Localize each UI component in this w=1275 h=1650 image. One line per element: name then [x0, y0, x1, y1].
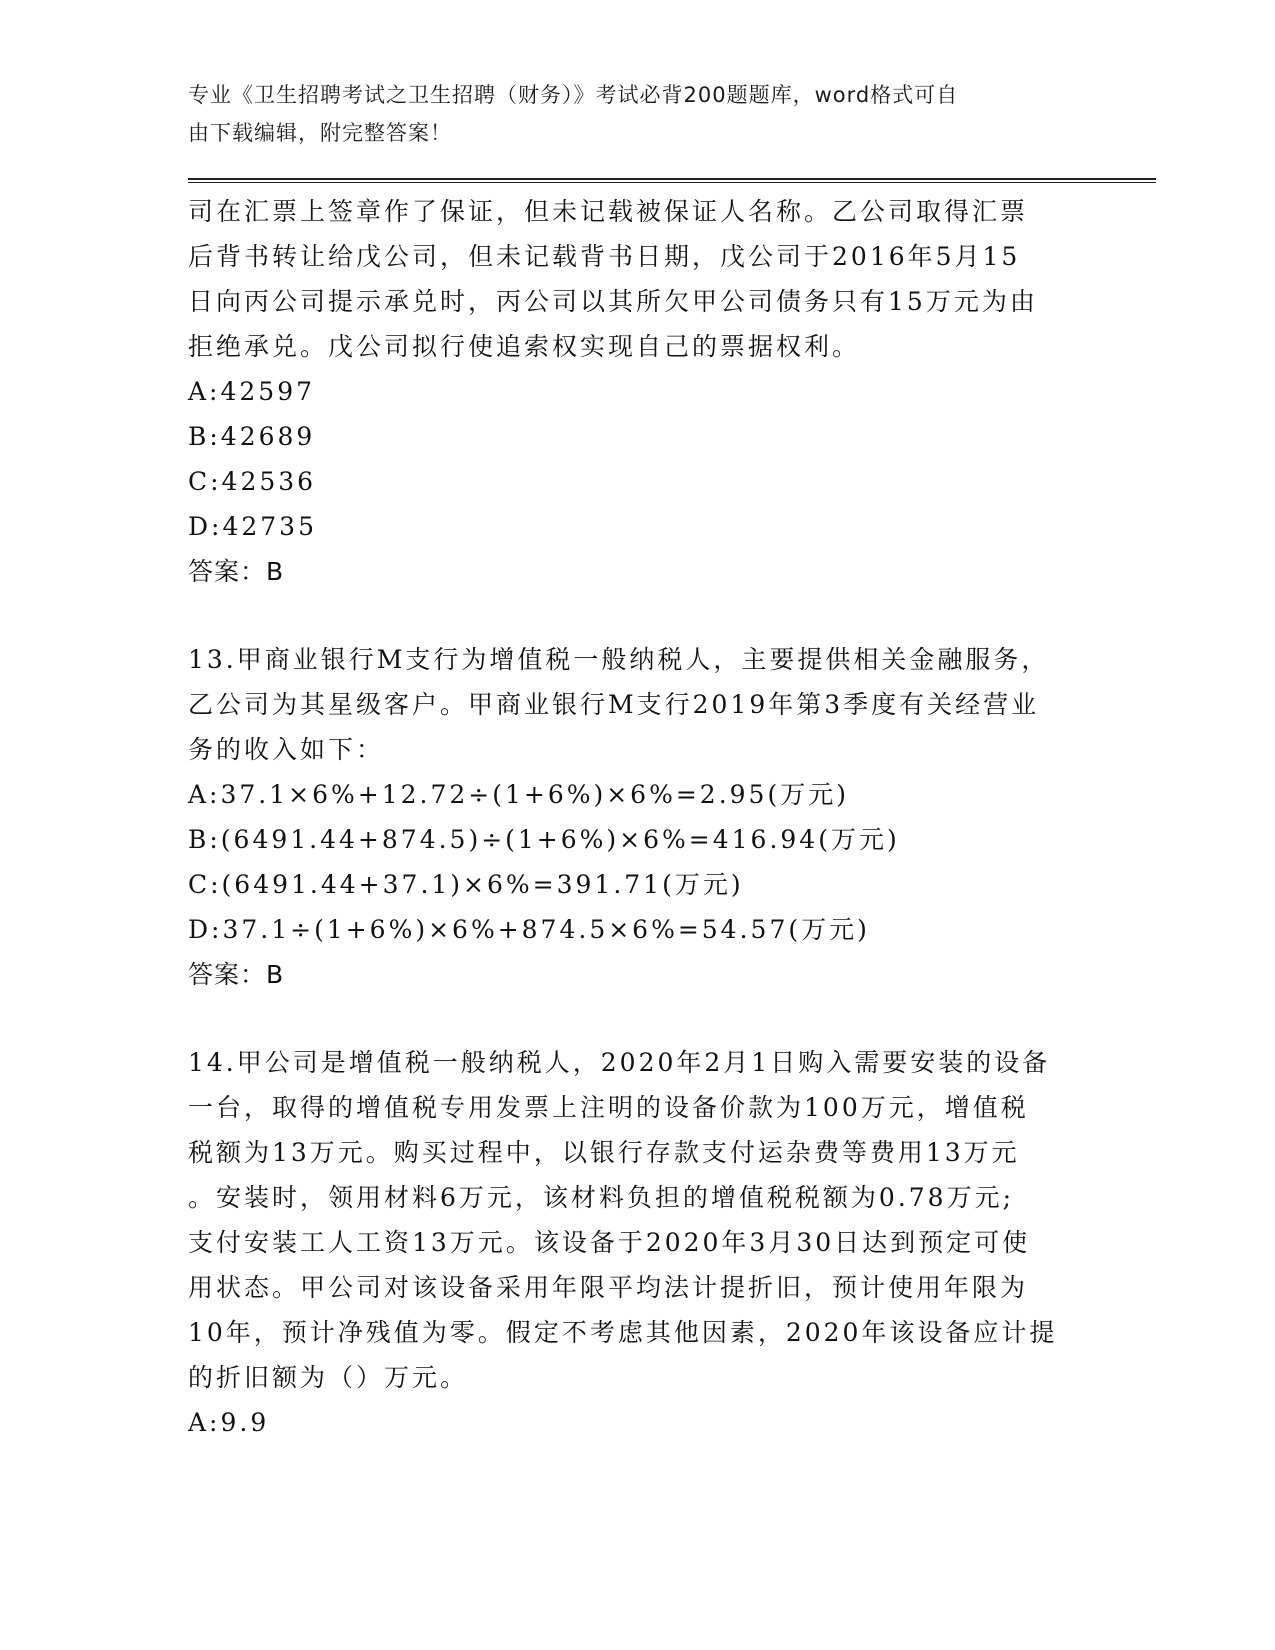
option-a: A:37.1×6%+12.72÷(1+6%)×6%=2.95(万元)	[188, 780, 849, 809]
question-text-line: 司在汇票上签章作了保证，但未记载被保证人名称。乙公司取得汇票	[188, 197, 1029, 226]
answer-line: 答案：B	[188, 960, 285, 989]
question-text-line: 用状态。甲公司对该设备采用年限平均法计提折旧，预计使用年限为	[188, 1273, 1029, 1302]
option-b: B:(6491.44+874.5)÷(1+6%)×6%=416.94(万元)	[188, 825, 900, 854]
question-text-line: 支付安装工人工资13万元。该设备于2020年3月30日达到预定可使	[188, 1228, 1031, 1257]
question-text-line: 拒绝承兑。戊公司拟行使追索权实现自己的票据权利。	[188, 332, 861, 361]
question-text-line: 14.甲公司是增值税一般纳税人，2020年2月1日购入需要安装的设备	[188, 1048, 1051, 1077]
question-text-line: 10年，预计净残值为零。假定不考虑其他因素，2020年该设备应计提	[188, 1318, 1058, 1347]
question-13	[188, 637, 1088, 997]
document-header	[188, 76, 1068, 152]
header-divider	[188, 178, 1156, 183]
spacer	[188, 997, 1088, 1040]
option-c: C:42536	[188, 467, 317, 496]
option-a: A:9.9	[188, 1408, 270, 1437]
question-text-line: 后背书转让给戊公司，但未记载背书日期，戊公司于2016年5月15	[188, 242, 1021, 271]
answer-line: 答案：B	[188, 557, 285, 586]
document-body	[188, 189, 1088, 1445]
header-title-line-2: 由下载编辑，附完整答案！	[188, 121, 452, 145]
option-a: A:42597	[188, 377, 316, 406]
question-text-line: 一台，取得的增值税专用发票上注明的设备价款为100万元，增值税	[188, 1093, 1029, 1122]
question-12	[188, 189, 1088, 594]
header-title-line-1: 专业《卫生招聘考试之卫生招聘（财务）》考试必背200题题库，word格式可自	[188, 83, 959, 107]
question-text-line: 务的收入如下：	[188, 735, 385, 764]
question-text-line: 的折旧额为（）万元。	[188, 1363, 469, 1392]
question-text-line: 税额为13万元。购买过程中，以银行存款支付运杂费等费用13万元	[188, 1138, 1020, 1167]
option-c: C:(6491.44+37.1)×6%=391.71(万元)	[188, 870, 744, 899]
spacer	[188, 594, 1088, 637]
question-text-line: 日向丙公司提示承兑时，丙公司以其所欠甲公司债务只有15万元为由	[188, 287, 1038, 316]
option-d: D:37.1÷(1+6%)×6%+874.5×6%=54.57(万元)	[188, 915, 870, 944]
option-b: B:42689	[188, 422, 316, 451]
question-text-line: 。安装时，领用材料6万元，该材料负担的增值税税额为0.78万元;	[188, 1183, 1014, 1212]
question-text-line: 13.甲商业银行M支行为增值税一般纳税人，主要提供相关金融服务，	[188, 645, 1050, 674]
question-14	[188, 1040, 1088, 1445]
option-d: D:42735	[188, 512, 317, 541]
question-text-line: 乙公司为其星级客户。甲商业银行M支行2019年第3季度有关经营业	[188, 690, 1040, 719]
